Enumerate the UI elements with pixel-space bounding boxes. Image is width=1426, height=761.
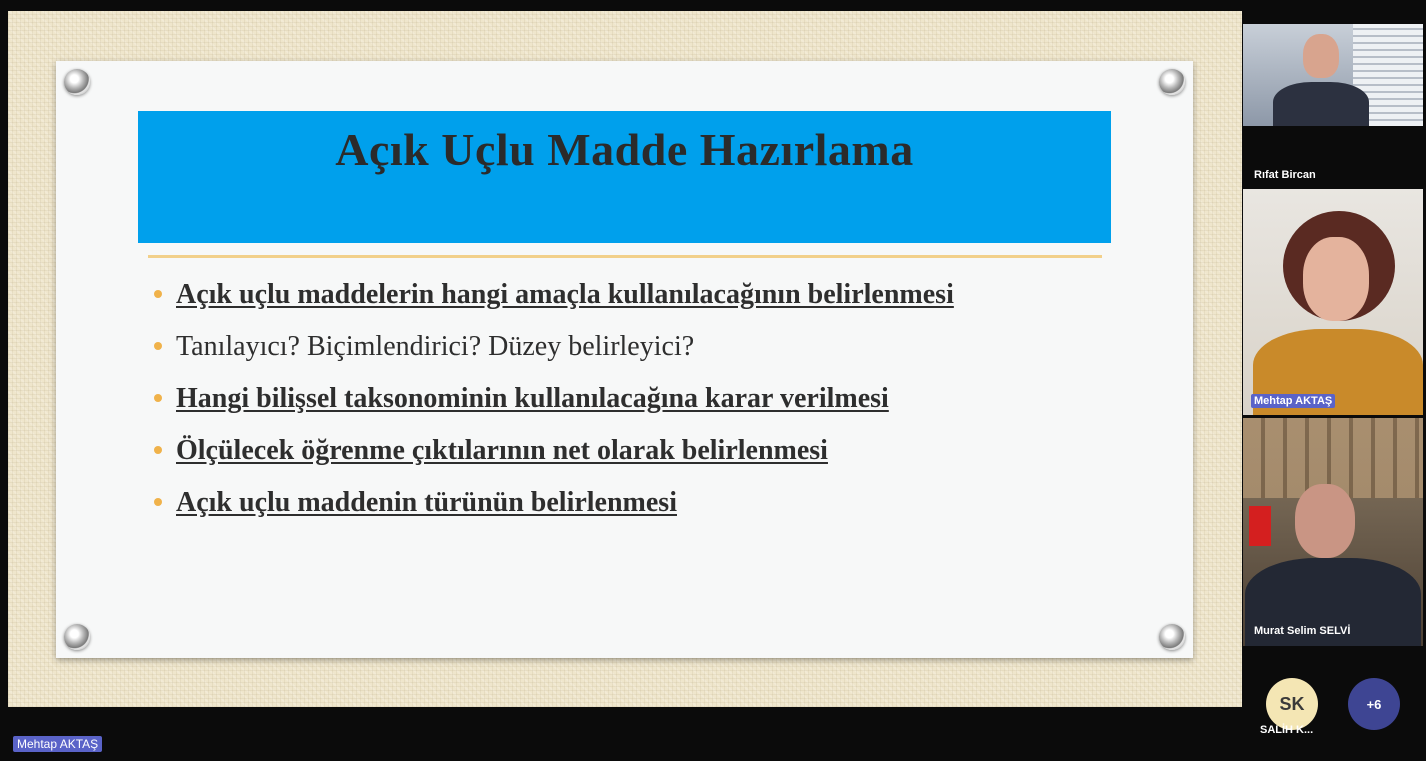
bullet-icon bbox=[154, 446, 162, 454]
shared-screen bbox=[8, 11, 1242, 707]
participant-name: Rıfat Bircan bbox=[1254, 169, 1316, 181]
active-speaker-label: Mehtap AKTAŞ bbox=[13, 736, 102, 752]
bullet-item bbox=[148, 379, 1148, 431]
bullet-icon bbox=[154, 498, 162, 506]
participant-avatar[interactable]: SK bbox=[1266, 678, 1318, 730]
bullet-text: Hangi bilişsel taksonominin kullanılacağına karar verilmesi bbox=[176, 383, 889, 414]
bullet-item bbox=[148, 327, 1148, 379]
participant-video-tile[interactable] bbox=[1243, 24, 1423, 126]
participant-head bbox=[1303, 34, 1339, 78]
bullet-text: Açık uçlu maddenin türünün belirlenmesi bbox=[176, 487, 677, 518]
pushpin-icon bbox=[64, 624, 90, 650]
slide-title-bar bbox=[138, 111, 1111, 243]
bullet-text: Açık uçlu maddelerin hangi amaçla kullanılacağının belirlenmesi bbox=[176, 279, 954, 310]
bullet-text: Tanılayıcı? Biçimlendirici? Düzey belirleyici? bbox=[176, 331, 695, 362]
pushpin-icon bbox=[1159, 69, 1185, 95]
participant-head bbox=[1295, 484, 1355, 558]
bullet-icon bbox=[154, 342, 162, 350]
bullet-item bbox=[148, 483, 1148, 535]
participant-name: Mehtap AKTAŞ bbox=[1251, 394, 1335, 408]
title-divider bbox=[148, 255, 1102, 258]
participant-head bbox=[1303, 237, 1369, 321]
pushpin-icon bbox=[1159, 624, 1185, 650]
bullet-list bbox=[148, 275, 1148, 535]
slide-title: Açık Uçlu Madde Hazırlama bbox=[335, 124, 914, 175]
pushpin-icon bbox=[64, 69, 90, 95]
avatar-name: SALİH K... bbox=[1260, 724, 1314, 736]
participant-name-row bbox=[1243, 166, 1423, 186]
presentation-slide bbox=[56, 61, 1193, 658]
flag-icon bbox=[1249, 506, 1271, 546]
bullet-item bbox=[148, 431, 1148, 483]
participant-video-tile[interactable] bbox=[1243, 189, 1423, 415]
participant-name: Murat Selim SELVİ bbox=[1254, 625, 1351, 637]
more-participants-button[interactable]: +6 bbox=[1348, 678, 1400, 730]
bullet-icon bbox=[154, 290, 162, 298]
bullet-icon bbox=[154, 394, 162, 402]
bullet-text: Ölçülecek öğrenme çıktılarının net olarak belirlenmesi bbox=[176, 435, 828, 466]
participant-video-tile[interactable] bbox=[1243, 418, 1423, 646]
bullet-item bbox=[148, 275, 1148, 327]
participant-body bbox=[1273, 82, 1369, 126]
